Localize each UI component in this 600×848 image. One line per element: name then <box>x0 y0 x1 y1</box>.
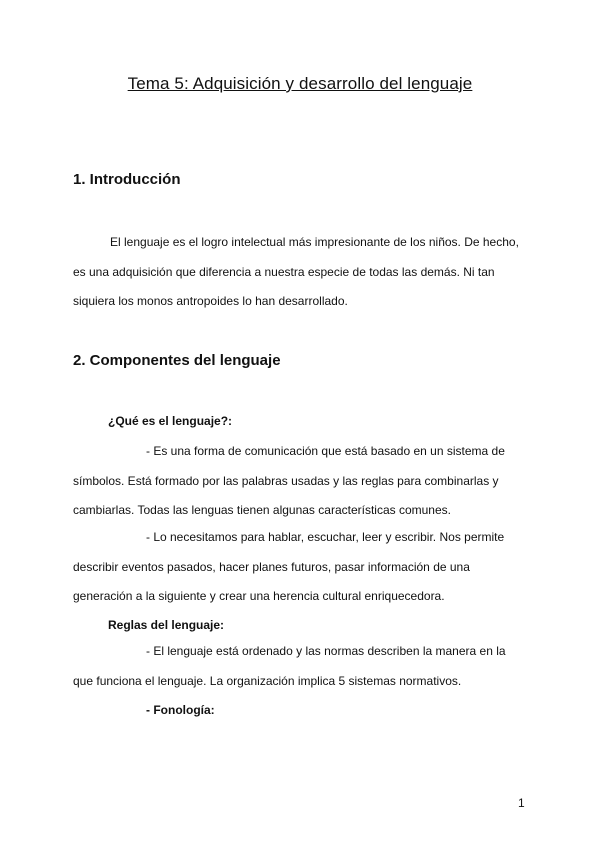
section-heading-introduction: 1. Introducción <box>73 171 181 188</box>
section-heading-components: 2. Componentes del lenguaje <box>73 352 281 369</box>
rules-paragraph: - El lenguaje está ordenado y las normas describen la manera en la que funciona el lenguaje. La organización implica 5 sistemas normativos. <box>73 644 506 688</box>
introduction-paragraph: El lenguaje es el logro intelectual más impresionante de los niños. De hecho, es una adquisición que diferencia a nuestra especie de todas las demás. Ni tan siquiera los monos antropoides lo han desarrollado. <box>73 235 519 308</box>
page-number: 1 <box>518 796 525 810</box>
subheading-phonology: - Fonología: <box>146 703 215 717</box>
subheading-language-rules: Reglas del lenguaje: <box>108 618 225 632</box>
document-title: Tema 5: Adquisición y desarrollo del lenguaje <box>127 74 473 93</box>
subheading-what-is-language: ¿Qué es el lenguaje?: <box>108 414 233 428</box>
what-paragraph-2: - Lo necesitamos para hablar, escuchar, leer y escribir. Nos permite describir eventos pasados, hacer planes futuros, pasar información de una generación a la siguiente y crear una herencia cultural enriquecedora. <box>73 530 505 603</box>
what-paragraph-1: - Es una forma de comunicación que está basado en un sistema de símbolos. Está formado por las palabras usadas y las reglas para combinarlas y cambiarlas. Todas las lenguas tienen algunas características comunes. <box>73 444 505 517</box>
